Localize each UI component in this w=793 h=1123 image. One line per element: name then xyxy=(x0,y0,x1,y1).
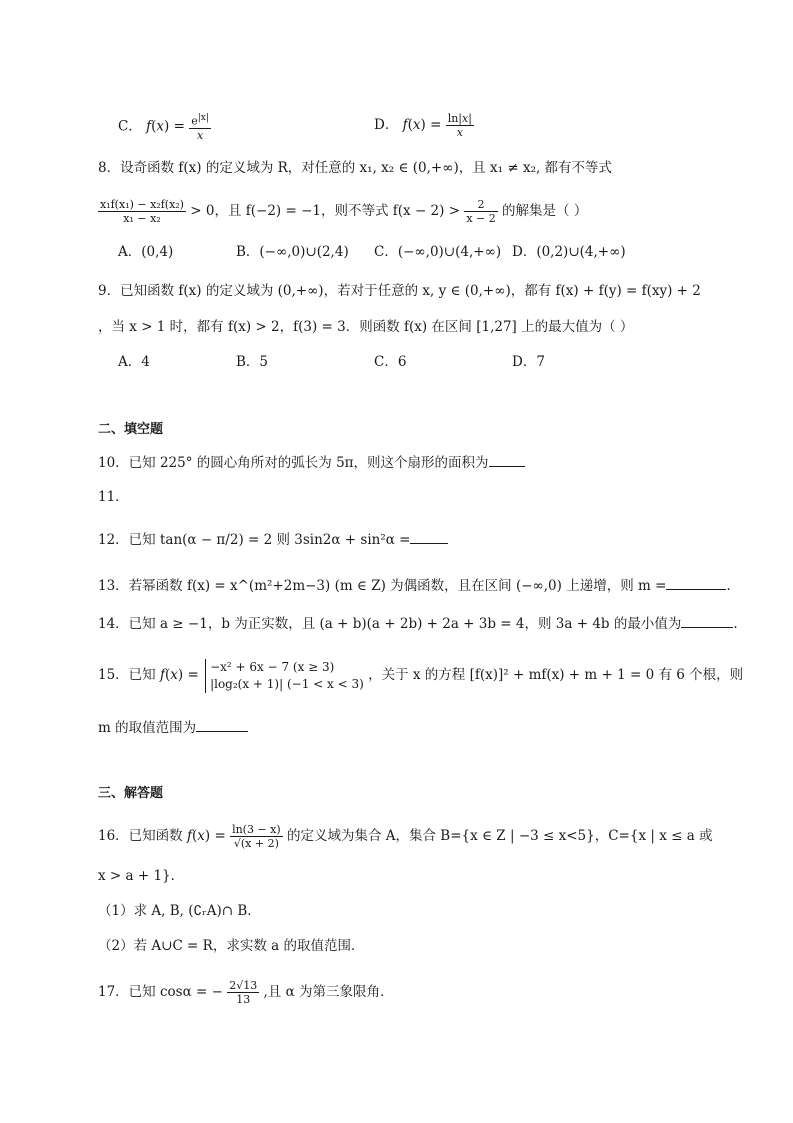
q9-option-a: A．4 xyxy=(118,354,150,370)
q13-text: 13．若幂函数 f(x) = x^(m²+2m−3) (m ∈ Z) 为偶函数，且在区间 (−∞,0) 上递增，则 m = xyxy=(98,578,667,594)
q16-sub2: （2）若 A∪C = R，求实数 a 的取值范围． xyxy=(98,938,365,954)
q15-piecewise xyxy=(205,659,364,693)
q9-line2: ，当 x > 1 时，都有 f(x) > 2，f(3) = 3．则函数 f(x) 在区间 [1,27] 上的最大值为（ ） xyxy=(98,319,634,335)
q12 xyxy=(98,527,448,553)
q7-option-d: D． f(x) = $\frac{\ln|x|}{x}$ xyxy=(374,112,472,139)
q8-fraction-1: $\frac{\text{x₁f(x₁) − x₂f(x₂)}}{\text{x₁ − x₂}}$ xyxy=(100,198,184,225)
q8-line2 xyxy=(98,198,587,224)
q11: 11． xyxy=(98,489,129,505)
q17 xyxy=(98,978,394,1006)
q15-answer-blank[interactable] xyxy=(196,717,248,732)
q15-prefix: 15．已知 xyxy=(98,667,156,683)
q9-line1: 9．已知函数 f(x) 的定义域为 (0,+∞)，若对于任意的 x, y ∈ (0,+∞)，都有 f(x) + f(y) = f(xy) + 2 xyxy=(98,283,701,299)
q15-line2 xyxy=(98,717,248,738)
q10 xyxy=(98,452,525,473)
q8-line2-rest: > 0，且 f(−2) = −1，则不等式 f(x − 2) > xyxy=(190,203,461,219)
q16-sub1: （1）求 A, B, (∁ᵣA)∩ B． xyxy=(98,903,261,919)
q8-line2-tail: 的解集是（ ） xyxy=(502,203,588,219)
q10-answer-blank[interactable] xyxy=(489,452,525,467)
q15-line1: 15．已知 f(x) = −x² + 6x − 7 (x ≥ 3) |log₂(x + 1)| (−1 < x < 3) ，关于 x 的方程 [f(x)]² + mf(x) + m + 1 = 0 有 6 个根，则 xyxy=(98,659,744,691)
q15-line2-text: m 的取值范围为 xyxy=(98,720,197,736)
q17-prefix: 17．已知 cosα = − xyxy=(98,984,223,1000)
q8-option-c: C．(−∞,0)∪(4,+∞) xyxy=(374,244,502,260)
q9-option-c: C．6 xyxy=(374,354,407,370)
q16-line1: 16．已知函数 f(x) = $\frac{\ln(3 - x)}{√(x + 2)}$ 的定义域为集合 A，集合 B={x ∈ Z | −3 ≤ x<5}，C={x | x ≤ a 或 xyxy=(98,823,713,850)
q15-case-1: −x² + 6x − 7 (x ≥ 3) xyxy=(210,659,335,674)
q8-option-a: A．(0,4) xyxy=(118,244,174,260)
q8-fraction-2: $\frac{2}{x - 2}$ xyxy=(466,198,496,225)
q17-rest: ,且 α 为第三象限角． xyxy=(263,984,394,1000)
q12-expr: tan(α − π/2) = 2 则 3sin2α + sin²α = xyxy=(159,532,411,548)
q7-option-d-label: D． xyxy=(374,117,399,133)
q7-option-c: C． f(x) = $\frac{e^{|x|}}{x}$ xyxy=(118,113,209,142)
q7-option-d-fraction: $\frac{\ln|x|}{x}$ xyxy=(447,112,472,139)
q14-answer-blank[interactable] xyxy=(681,613,733,628)
q12-prefix: 12．已知 xyxy=(98,532,156,548)
q16-rest: 的定义域为集合 A，集合 B={x ∈ Z | −3 ≤ x<5}，C={x | x ≤ a 或 xyxy=(286,828,713,844)
q14-text: 14．已知 a ≥ −1，b 为正实数，且 (a + b)(a + 2b) + 2a + 3b = 4，则 3a + 4b 的最小值为 xyxy=(98,616,682,632)
q13-answer-blank[interactable] xyxy=(666,575,726,590)
section-solution-heading: 三、解答题 xyxy=(98,786,164,801)
q10-text: 10．已知 225° 的圆心角所对的弧长为 5π，则这个扇形的面积为 xyxy=(98,455,489,471)
q16-prefix: 16．已知函数 xyxy=(98,828,183,844)
q17-fraction: $\frac{2√13}{13}$ xyxy=(229,979,258,1006)
q8-option-b: B．(−∞,0)∪(2,4) xyxy=(236,244,349,260)
q13: 13．若幂函数 f(x) = x^(m²+2m−3) (m ∈ Z) 为偶函数，且在区间 (−∞,0) 上递增，则 m = . xyxy=(98,575,731,596)
q12-answer-blank[interactable] xyxy=(410,529,448,544)
q9-option-b: B．5 xyxy=(236,354,269,370)
q16-fraction: $\frac{\ln(3 - x)}{√(x + 2)}$ xyxy=(232,823,281,850)
q16-line2: x > a + 1}． xyxy=(98,868,185,884)
q15-case-2: |log₂(x + 1)| (−1 < x < 3) xyxy=(210,676,364,691)
q7-option-c-label: C． xyxy=(118,118,142,135)
q7-option-c-fraction: $\frac{e^{|x|}}{x}$ xyxy=(191,113,209,142)
q8-line1: 8．设奇函数 f(x) 的定义域为 R，对任意的 x₁, x₂ ∈ (0,+∞)，且 x₁ ≠ x₂, 都有不等式 xyxy=(98,160,613,176)
q8-option-d: D．(0,2)∪(4,+∞) xyxy=(512,244,626,260)
q14: 14．已知 a ≥ −1，b 为正实数，且 (a + b)(a + 2b) + 2a + 3b = 4，则 3a + 4b 的最小值为 . xyxy=(98,613,738,634)
section-fill-in-heading: 二、填空题 xyxy=(98,422,164,437)
q9-option-d: D．7 xyxy=(512,354,545,370)
q15-rest: ，关于 x 的方程 [f(x)]² + mf(x) + m + 1 = 0 有 6 个根，则 xyxy=(368,667,744,683)
